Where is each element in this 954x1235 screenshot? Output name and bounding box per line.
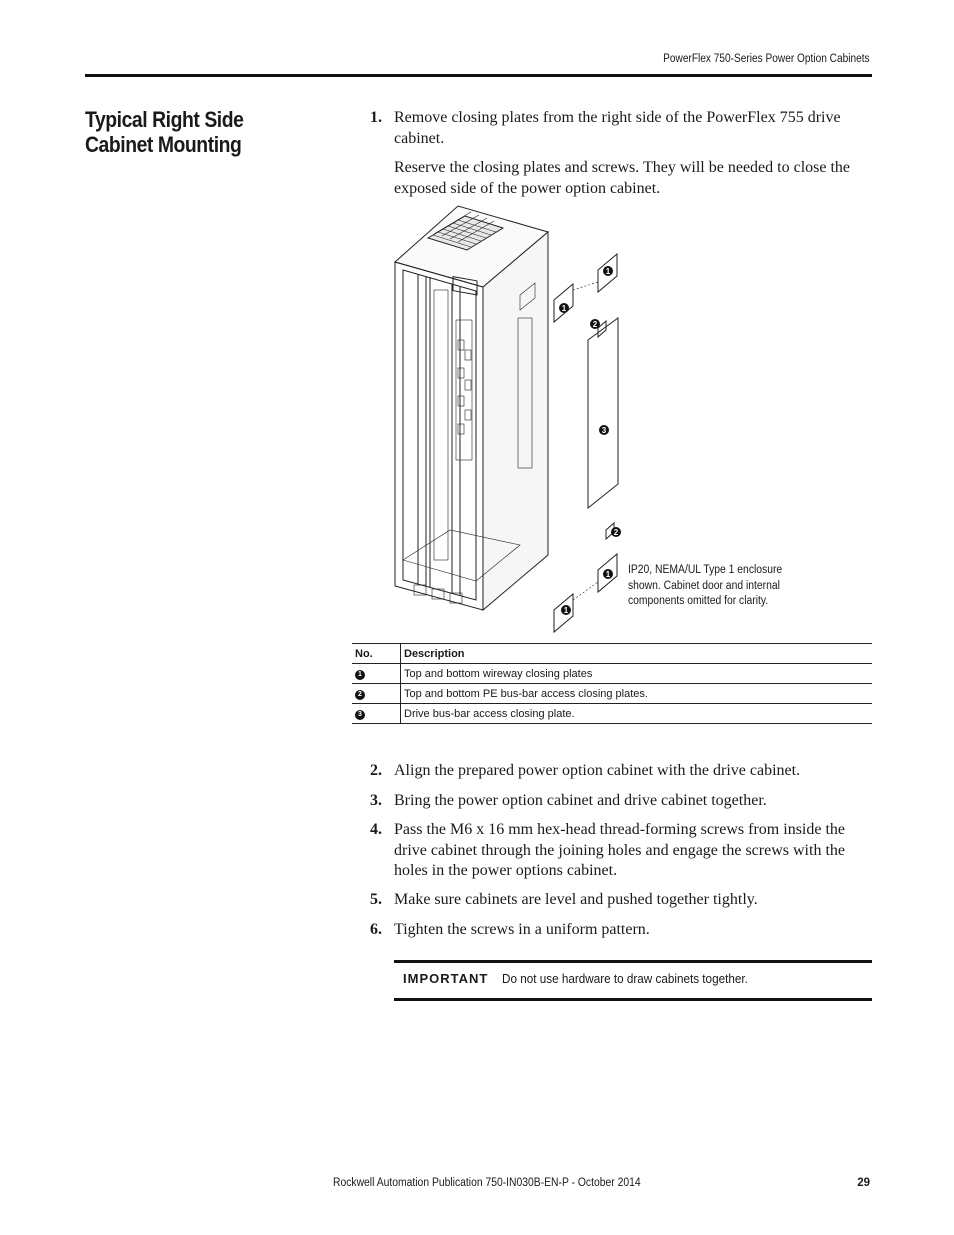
svg-text:1: 1: [605, 267, 611, 276]
svg-text:1: 1: [563, 606, 569, 615]
step-6: [370, 920, 850, 941]
callout-1-icon: [559, 303, 569, 313]
step-number: 3.: [370, 792, 382, 809]
plate-top-wireway-2: [554, 284, 573, 322]
plate-drive-busbar: [588, 318, 618, 508]
callout-1-icon: [561, 605, 571, 615]
step-4: [370, 820, 850, 882]
step-1-note: Reserve the closing plates and screws. They will be needed to close the exposed side of the power option cabinet.: [394, 159, 851, 197]
callout-1-icon: [603, 266, 613, 276]
step-number: 6.: [370, 921, 382, 938]
footer-publication: Rockwell Automation Publication 750-IN030B-EN-P - October 2014: [333, 1177, 641, 1189]
legend-description: Top and bottom PE bus-bar access closing plates.: [401, 684, 873, 704]
important-label: IMPORTANT: [403, 971, 489, 986]
svg-text:2: 2: [613, 528, 619, 537]
callout-marker-icon: 1: [355, 670, 365, 680]
callout-marker-icon: 2: [355, 690, 365, 700]
figure-caption: IP20, NEMA/UL Type 1 enclosure shown. Cabinet door and internal components omitted for clarity.: [628, 564, 783, 607]
table-row: [352, 664, 872, 684]
table-row: [352, 704, 872, 724]
step-number: 2.: [370, 762, 382, 779]
step-2: [370, 761, 850, 782]
svg-text:1: 1: [605, 570, 611, 579]
step-5: [370, 890, 850, 911]
cabinet-front: [395, 262, 483, 610]
legend-header-no: No.: [352, 644, 401, 664]
step-3: [370, 791, 850, 812]
legend-header-row: [352, 644, 872, 664]
svg-text:2: 2: [592, 320, 598, 329]
cabinet-figure: [370, 200, 880, 640]
step-text: Make sure cabinets are level and pushed together tightly.: [394, 891, 758, 908]
svg-text:1: 1: [561, 304, 567, 313]
legend-header-description: Description: [401, 644, 873, 664]
section-title: Typical Right Side Cabinet Mounting: [85, 107, 244, 157]
step-number: 4.: [370, 821, 382, 838]
callout-marker-icon: 3: [355, 710, 365, 720]
svg-text:3: 3: [601, 426, 607, 435]
header-rule: [85, 74, 872, 77]
legend-description: Drive bus-bar access closing plate.: [401, 704, 873, 724]
legend-description: Top and bottom wireway closing plates: [401, 664, 873, 684]
important-note: [394, 960, 872, 1001]
callout-markers: [559, 266, 621, 615]
step-1: [370, 108, 850, 149]
cabinet-right-side: [483, 232, 548, 610]
callout-2-icon: [611, 527, 621, 537]
table-row: [352, 684, 872, 704]
important-text: Do not use hardware to draw cabinets together.: [502, 971, 748, 986]
step-number: 5.: [370, 891, 382, 908]
callout-2-icon: [590, 319, 600, 329]
callout-3-icon: [599, 425, 609, 435]
step-text: Bring the power option cabinet and drive cabinet together.: [394, 792, 767, 809]
step-text: Align the prepared power option cabinet with the drive cabinet.: [394, 762, 801, 779]
page-number: 29: [857, 1177, 870, 1189]
step-text: Tighten the screws in a uniform pattern.: [394, 921, 650, 938]
step-text: Remove closing plates from the right side of the PowerFlex 755 drive cabinet.: [394, 109, 841, 147]
legend-table: [352, 643, 872, 724]
step-text: Pass the M6 x 16 mm hex-head thread-forming screws from inside the drive cabinet through the joining holes and engage the screws with the holes in the power options cabinet.: [394, 821, 846, 879]
running-head: PowerFlex 750-Series Power Option Cabinets: [663, 53, 870, 65]
step-number: 1.: [370, 109, 382, 126]
callout-1-icon: [603, 569, 613, 579]
